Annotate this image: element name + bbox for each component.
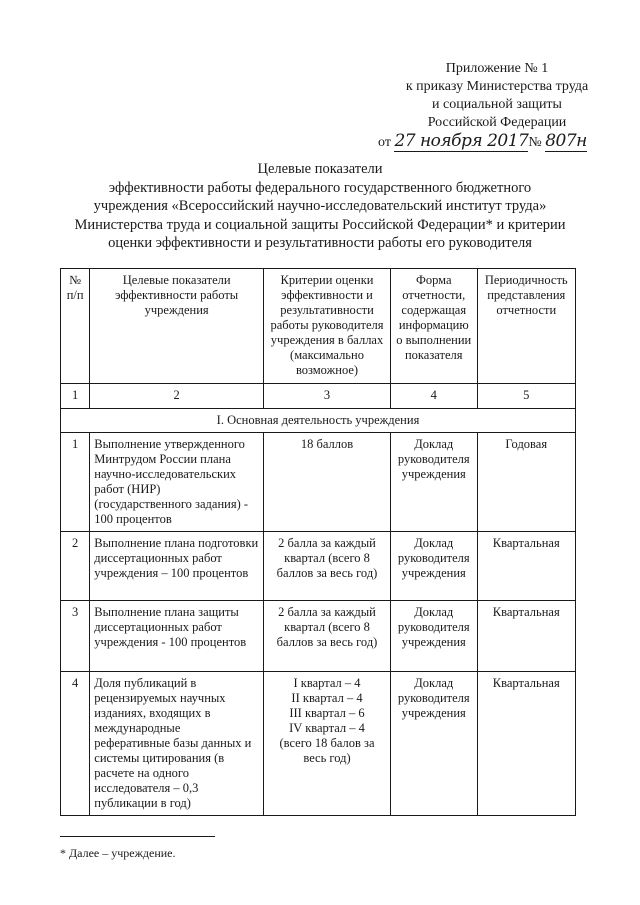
column-number: 3 [264,384,391,409]
row-num: 2 [61,532,90,601]
title-line-4: Министерства труда и социальной защиты Российской Федерации* и критерии [74,216,566,233]
table-row [61,532,576,601]
row-num: 4 [61,672,90,816]
criteria-line: IV квартал – 4 [289,721,365,735]
row-criteria: 2 балла за каждый квартал (всего 8 баллов за весь год) [264,532,391,601]
number-prefix: № [528,135,542,150]
header-form: Форма отчетности, содержащая информацию о выполнении показателя [391,269,478,384]
row-period: Квартальная [477,601,575,672]
appendix-line-2: к приказу Министерства труда [405,79,589,94]
row-form: Доклад руководителя учреждения [391,433,478,532]
row-indicator: Доля публикаций в рецензируемых научных изданиях, входящих в международные реферативные базы данных и системы цитирования (в расчете на одного исследователя – 0,3 публикации в год) [90,672,264,816]
criteria-line: III квартал – 6 [289,706,365,720]
title-line-1: Целевые показатели [257,161,383,177]
table-row [61,601,576,672]
column-number: 4 [391,384,478,409]
footnote: * Далее – учреждение. [60,846,176,860]
appendix-block [372,60,622,152]
row-period: Годовая [477,433,575,532]
indicators-table [60,268,576,816]
header-indicator: Целевые показатели эффективности работы учреждения [90,269,264,384]
row-num: 3 [61,601,90,672]
criteria-line: I квартал – 4 [293,676,361,690]
criteria-line: II квартал – 4 [291,691,363,705]
column-number: 2 [90,384,264,409]
order-date-line [372,132,622,152]
appendix-line-3: и социальной защиты [432,97,562,112]
row-form: Доклад руководителя учреждения [391,672,478,816]
title-line-3: учреждения «Всероссийский научно-исследовательский институт труда» [93,198,547,214]
table-row [61,672,576,816]
row-num: 1 [61,433,90,532]
row-period: Квартальная [477,672,575,816]
criteria-line: (всего 18 балов за весь год) [279,736,375,765]
row-indicator: Выполнение плана подготовки диссертационных работ учреждения – 100 процентов [90,532,264,601]
row-criteria: 18 баллов [264,433,391,532]
column-numbers-row [61,384,576,409]
appendix-line-1: Приложение № 1 [445,61,549,76]
row-period: Квартальная [477,532,575,601]
row-form: Доклад руководителя учреждения [391,601,478,672]
section-row [61,409,576,433]
row-criteria: 2 балла за каждый квартал (всего 8 баллов за весь год) [264,601,391,672]
appendix-line-4: Российской Федерации [427,115,567,130]
title-line-5: оценки эффективности и результативности работы его руководителя [108,235,532,251]
column-number: 1 [61,384,90,409]
table-row [61,433,576,532]
from-prefix: от [378,135,391,150]
column-number: 5 [477,384,575,409]
row-indicator: Выполнение плана защиты диссертационных работ учреждения - 100 процентов [90,601,264,672]
row-criteria [264,672,391,816]
section-title: I. Основная деятельность учреждения [61,409,576,433]
table-header-row [61,269,576,384]
header-period: Периодичность представления отчетности [477,269,575,384]
row-form: Доклад руководителя учреждения [391,532,478,601]
title-line-2: эффективности работы федерального государственного бюджетного [108,179,532,196]
row-indicator: Выполнение утвержденного Минтрудом России плана научно-исследовательских работ (НИР) (государственного задания) - 100 процентов [90,433,264,532]
document-title [60,160,580,253]
handwritten-order-number: 807н [545,131,587,151]
handwritten-date: 27 ноября 2017 [394,131,529,151]
header-criteria: Критерии оценки эффективности и результативности работы руководителя учреждения в баллах (максимально возможное) [264,269,391,384]
header-num: № п/п [61,269,90,384]
footnote-divider [60,836,215,837]
